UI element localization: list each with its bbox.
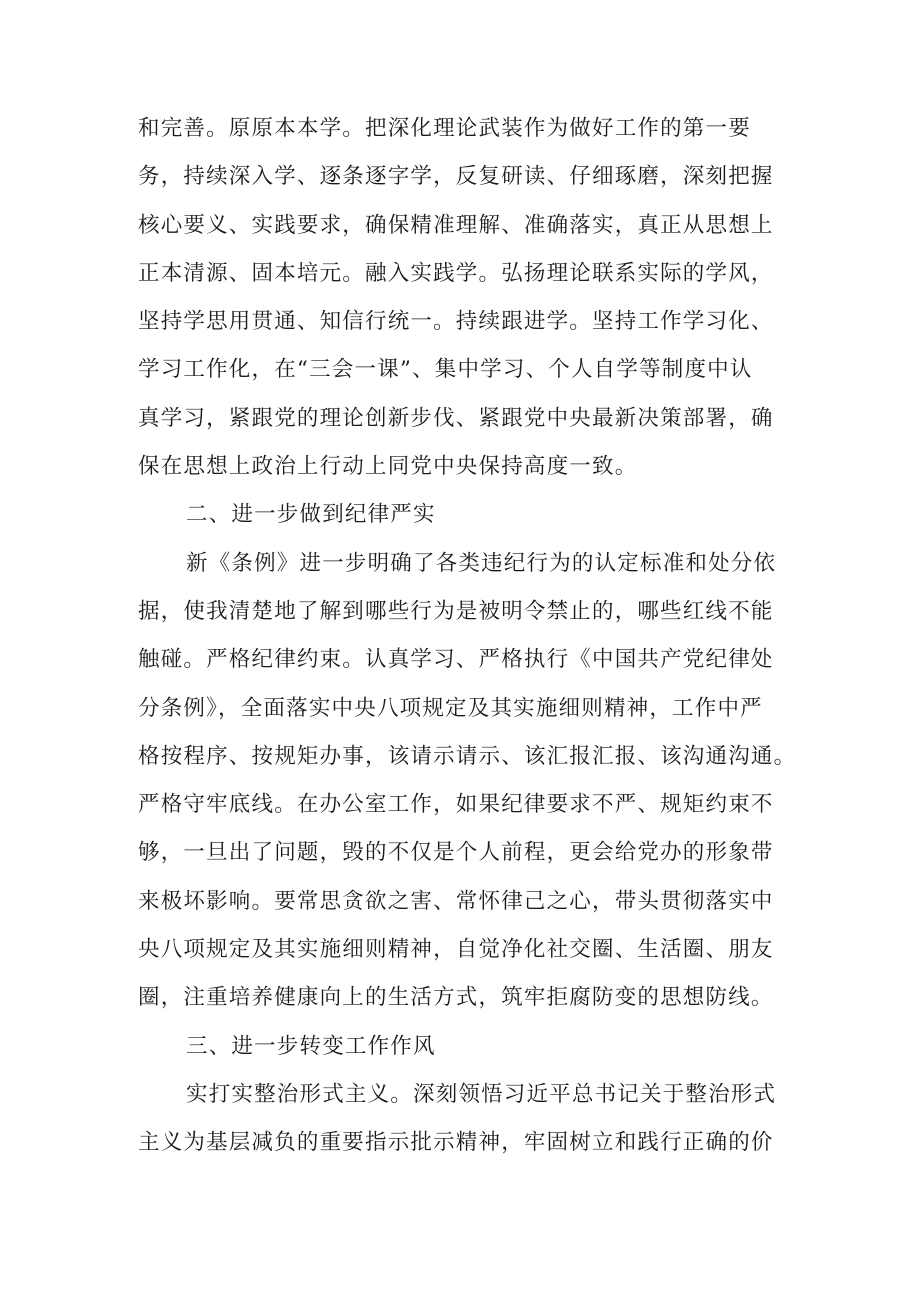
text-line: 新《条例》进一步明确了各类违纪行为的认定标准和处分依 [186, 550, 777, 576]
text-line: 保在思想上政治上行动上同党中央保持高度一致。 [138, 454, 638, 480]
paragraph-study [138, 105, 800, 491]
text-line: 触碰。严格纪律约束。认真学习、严格执行《中国共产党纪律处 [138, 647, 774, 673]
text-line: 务，持续深入学、逐条逐字学，反复研读、仔细琢磨，深刻把握 [138, 164, 774, 190]
text-line: 够，一旦出了问题，毁的不仅是个人前程，更会给党办的形象带 [138, 840, 774, 866]
text-line: 核心要义、实践要求，确保精准理解、准确落实，真正从思想上 [138, 212, 774, 238]
text-line: 格按程序、按规矩办事，该请示请示、该汇报汇报、该沟通沟通。 [138, 743, 797, 769]
text-line: 据，使我清楚地了解到哪些行为是被明令禁止的，哪些红线不能 [138, 598, 774, 624]
text-line: 实打实整治形式主义。深刻领悟习近平总书记关于整治形式 [186, 1081, 777, 1107]
section-heading-work-style: 三、进一步转变工作作风 [186, 1033, 436, 1059]
text-line: 真学习，紧跟党的理论创新步伐、紧跟党中央最新决策部署，确 [138, 405, 774, 431]
text-line: 圈，注重培养健康向上的生活方式，筑牢拒腐防变的思想防线。 [138, 985, 774, 1011]
text-line: 坚持学思用贯通、知信行统一。持续跟进学。坚持工作学习化、 [138, 309, 774, 335]
text-line: 央八项规定及其实施细则精神，自觉净化社交圈、生活圈、朋友 [138, 937, 774, 963]
text-line: 学习工作化，在“三会一课”、集中学习、个人自学等制度中认 [138, 357, 753, 383]
paragraph-work-style [138, 1071, 800, 1168]
text-line: 分条例》，全面落实中央八项规定及其实施细则精神，工作中严 [138, 695, 763, 721]
document-body [138, 105, 800, 1168]
text-line: 和完善。原原本本学。把深化理论武装作为做好工作的第一要 [138, 116, 751, 141]
text-line: 来极坏影响。要常思贪欲之害、常怀律己之心，带头贯彻落实中 [138, 888, 774, 914]
section-heading-discipline: 二、进一步做到纪律严实 [186, 502, 436, 528]
text-line: 主义为基层减负的重要指示批示精神，牢固树立和践行正确的价 [138, 1130, 774, 1156]
text-line: 正本清源、固本培元。融入实践学。弘扬理论联系实际的学风， [138, 260, 774, 286]
paragraph-discipline [138, 540, 800, 1023]
text-line: 严格守牢底线。在办公室工作，如果纪律要求不严、规矩约束不 [138, 792, 774, 818]
